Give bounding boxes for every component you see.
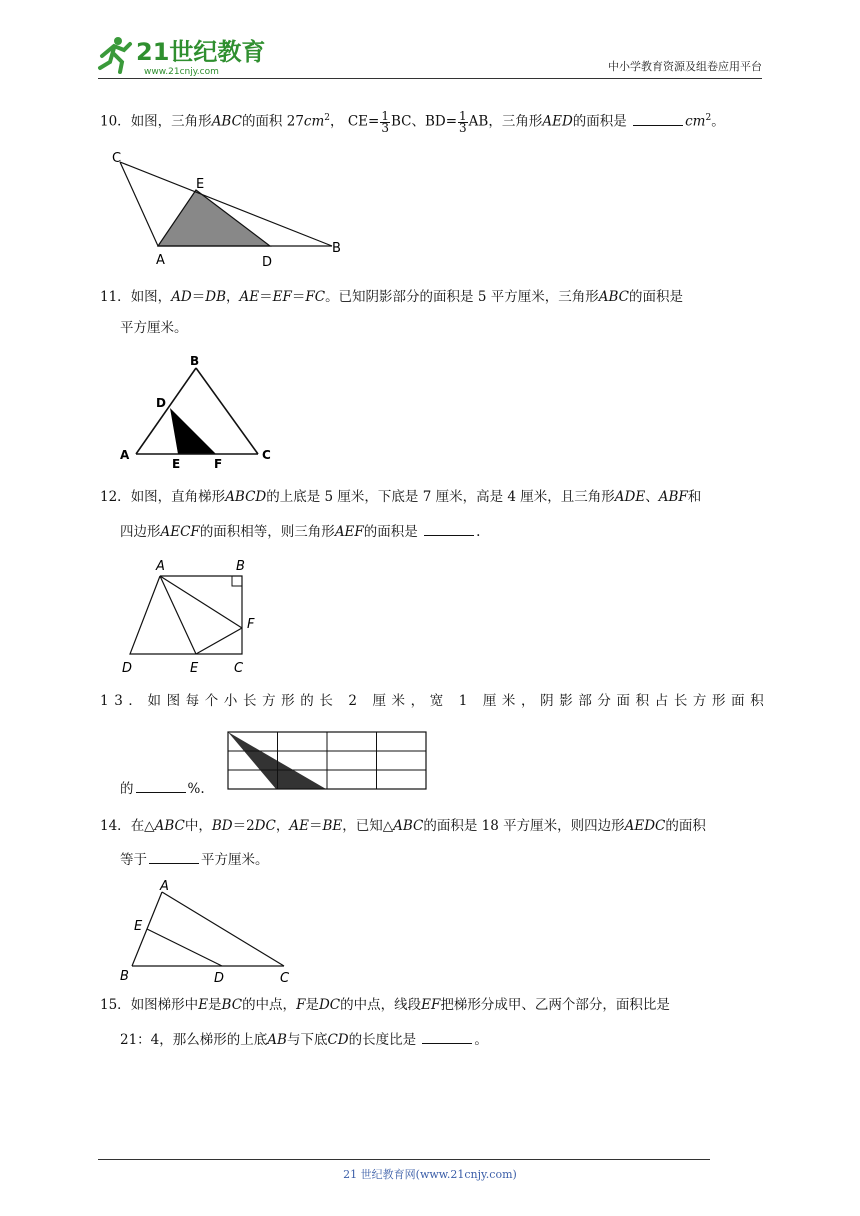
svg-text:D: D	[262, 255, 273, 270]
fraction-one-third: $\frac{1}{3}$	[381, 108, 389, 135]
svg-text:B: B	[332, 241, 341, 256]
question-12-line2: 四边形AECF的面积相等，则三角形AEF的面积是 .	[120, 524, 481, 540]
footer-divider	[98, 1159, 710, 1160]
fraction-one-third: $\frac{1}{3}$	[459, 108, 467, 135]
svg-text:D: D	[214, 971, 225, 986]
figure-q10	[110, 148, 360, 272]
answer-blank[interactable]	[422, 1031, 472, 1044]
logo-text: 21世纪教育	[136, 38, 266, 66]
svg-text:E: E	[196, 177, 205, 192]
svg-text:B: B	[236, 559, 245, 574]
svg-text:E: E	[190, 661, 199, 676]
runner-icon	[100, 37, 130, 72]
svg-text:C: C	[112, 151, 122, 166]
svg-text:C: C	[262, 448, 271, 462]
svg-text:C: C	[280, 971, 290, 986]
figure-q11	[116, 352, 276, 468]
svg-text:D: D	[122, 661, 133, 676]
svg-text:A: A	[160, 879, 169, 894]
question-12-line1: 12．如图，直角梯形ABCD的上底是 5 厘米，下底是 7 厘米，高是 4 厘米，且三角形ADE、ABF和	[100, 489, 702, 505]
question-15-line2: 21：4，那么梯形的上底AB与下底CD的长度比是 。	[120, 1032, 488, 1048]
svg-text:B: B	[190, 354, 200, 368]
site-logo	[96, 32, 266, 78]
figure-q12	[114, 556, 264, 676]
question-15-line1: 15．如图梯形中E是BC的中点，F是DC的中点，线段EF把梯形分成甲、乙两个部分，面积比是	[100, 997, 670, 1013]
answer-blank[interactable]	[633, 113, 683, 126]
svg-text:C: C	[234, 661, 244, 676]
question-10-text: 10．如图，三角形ABC的面积 $27cm^2$， CE= $\frac{1}{3}$ BC、BD= $\frac{1}{3}$ AB，三角形AED的面积是 $cm^2$。	[100, 108, 725, 135]
logo-url: www.21cnjy.com	[144, 67, 219, 77]
answer-blank[interactable]	[149, 851, 199, 864]
answer-blank[interactable]	[136, 780, 186, 793]
header-tagline: 中小学教育资源及组卷应用平台	[608, 60, 762, 73]
question-13-line1: 13．如图每个小长方形的长 2 厘米，宽 1 厘米，阴影部分面积占长方形面积	[100, 693, 770, 709]
question-11-line1: 11．如图，AD＝DB，AE＝EF＝FC。已知阴影部分的面积是 5 平方厘米，三角形ABC的面积是	[100, 289, 683, 305]
question-13-line2: 的 %.	[120, 781, 205, 797]
question-14-line2: 等于 平方厘米。	[120, 852, 269, 868]
header-divider	[98, 78, 762, 79]
svg-text:F: F	[247, 617, 255, 632]
footer-link[interactable]: 21 世纪教育网(www.21cnjy.com)	[343, 1168, 517, 1181]
svg-text:E: E	[172, 457, 181, 468]
question-11-line2: 平方厘米。	[120, 320, 188, 336]
svg-text:A: A	[156, 253, 165, 268]
question-14-line1: 14．在△ABC中，BD＝2DC，AE＝BE，已知△ABC的面积是 18 平方厘米，则四边形AEDC的面积	[100, 818, 706, 834]
svg-text:B: B	[120, 969, 129, 984]
svg-text:A: A	[156, 559, 165, 574]
figure-q13-grid	[226, 730, 428, 792]
svg-text:D: D	[156, 396, 166, 410]
svg-text:A: A	[120, 448, 130, 462]
svg-text:F: F	[214, 457, 223, 468]
svg-text:E: E	[134, 919, 143, 934]
answer-blank[interactable]	[424, 523, 474, 536]
figure-q14	[114, 876, 304, 986]
